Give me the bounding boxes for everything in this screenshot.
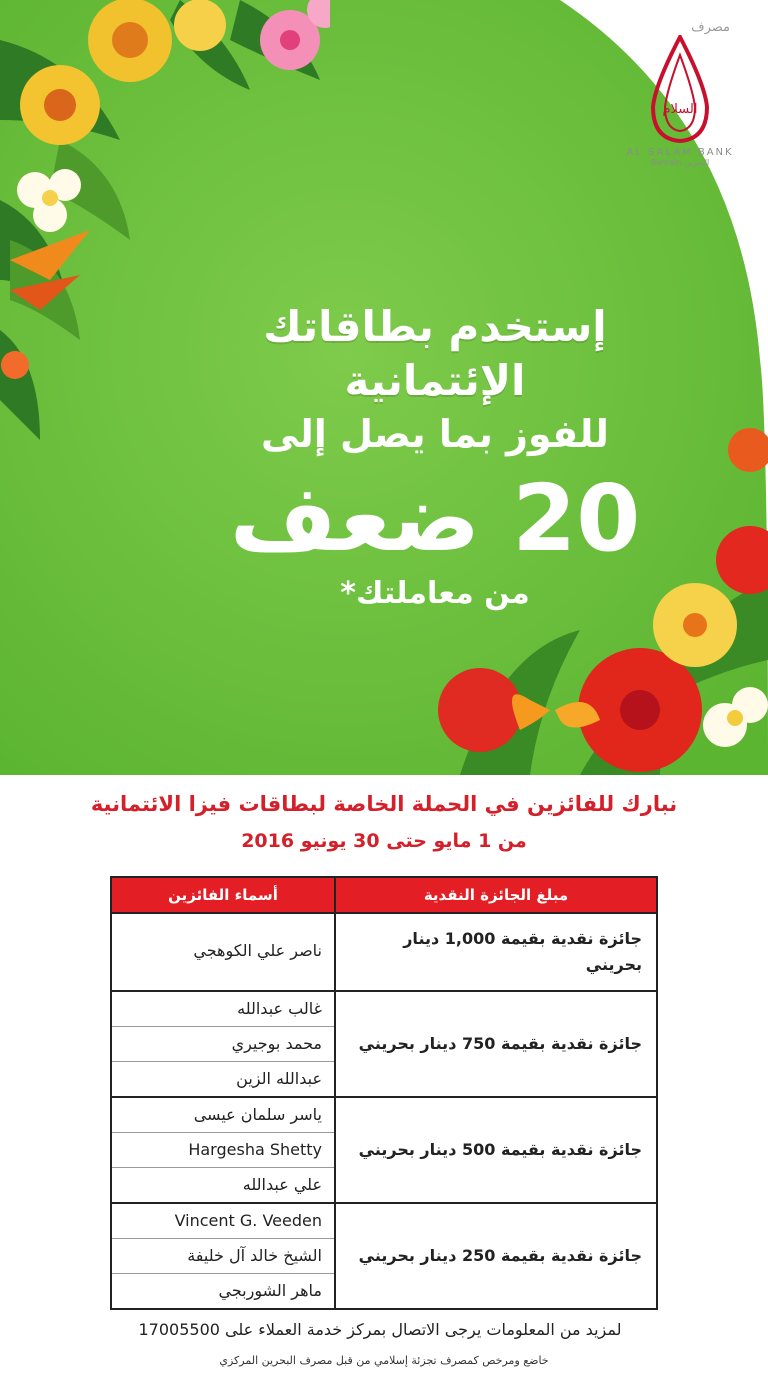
campaign-title: نبارك للفائزين في الحملة الخاصة لبطاقات فيزا الائتمانية	[90, 792, 678, 816]
prize-amount: جائزة نقدية بقيمة 1,000 دينار بحريني	[335, 913, 657, 991]
winner-names	[111, 913, 335, 991]
headline-line-4: من معاملتك*	[340, 576, 530, 611]
winner-names	[111, 991, 335, 1097]
table-row	[111, 1203, 657, 1309]
campaign-dates: من 1 مايو حتى 30 يونيو 2016	[241, 830, 527, 852]
prize-amount: جائزة نقدية بقيمة 750 دينار بحريني	[335, 991, 657, 1097]
prize-amount: جائزة نقدية بقيمة 500 دينار بحريني	[335, 1097, 657, 1203]
logo-english-name: AL SALAM BANK	[626, 147, 734, 158]
winner-name: غالب عبدالله	[112, 992, 334, 1027]
winner-name: الشيخ خالد آل خليفة	[112, 1239, 334, 1274]
contact-info: لمزيد من المعلومات يرجى الاتصال بمركز خدمة العملاء على 17005500	[138, 1320, 622, 1339]
winner-names	[111, 1203, 335, 1309]
table-header-row	[111, 877, 657, 913]
headline-multiplier: 20 ضعف	[229, 465, 641, 572]
table-row	[111, 913, 657, 991]
logo-mark-text: السلام	[662, 102, 698, 117]
table-row	[111, 991, 657, 1097]
winner-name: علي عبدالله	[242, 1175, 322, 1194]
logo-arabic-title: مصرف	[691, 20, 730, 35]
winner-name: محمد بوجيري	[112, 1027, 334, 1062]
winner-name: ماهر الشوربجي	[218, 1281, 322, 1300]
winner-name: ياسر سلمان عيسى	[112, 1098, 334, 1133]
winner-name: Vincent G. Veeden	[112, 1204, 334, 1239]
regulatory-note: خاضع ومرخص كمصرف تجزئة إسلامي من قبل مصرف البحرين المركزي	[219, 1354, 549, 1367]
winners-table	[110, 876, 658, 1310]
prize-amount: جائزة نقدية بقيمة 250 دينار بحريني	[335, 1203, 657, 1309]
promo-headline	[170, 300, 700, 614]
header-names: أسماء الفائزين	[111, 877, 335, 913]
bank-logo	[620, 20, 740, 167]
winner-names	[111, 1097, 335, 1203]
headline-line-2: للفوز بما يصل إلى	[261, 412, 609, 456]
drop-logo-icon	[647, 35, 713, 145]
winner-name: Hargesha Shetty	[112, 1133, 334, 1168]
header-amount: مبلغ الجائزة النقدية	[335, 877, 657, 913]
winner-name: ناصر علي الكوهجي	[193, 941, 322, 960]
table-row	[111, 1097, 657, 1203]
headline-line-1: إستخدم بطاقاتك الإئتمانية	[263, 302, 607, 405]
logo-subtitle: Bahrain البحرين	[650, 158, 710, 167]
winner-name: عبدالله الزين	[236, 1069, 322, 1088]
